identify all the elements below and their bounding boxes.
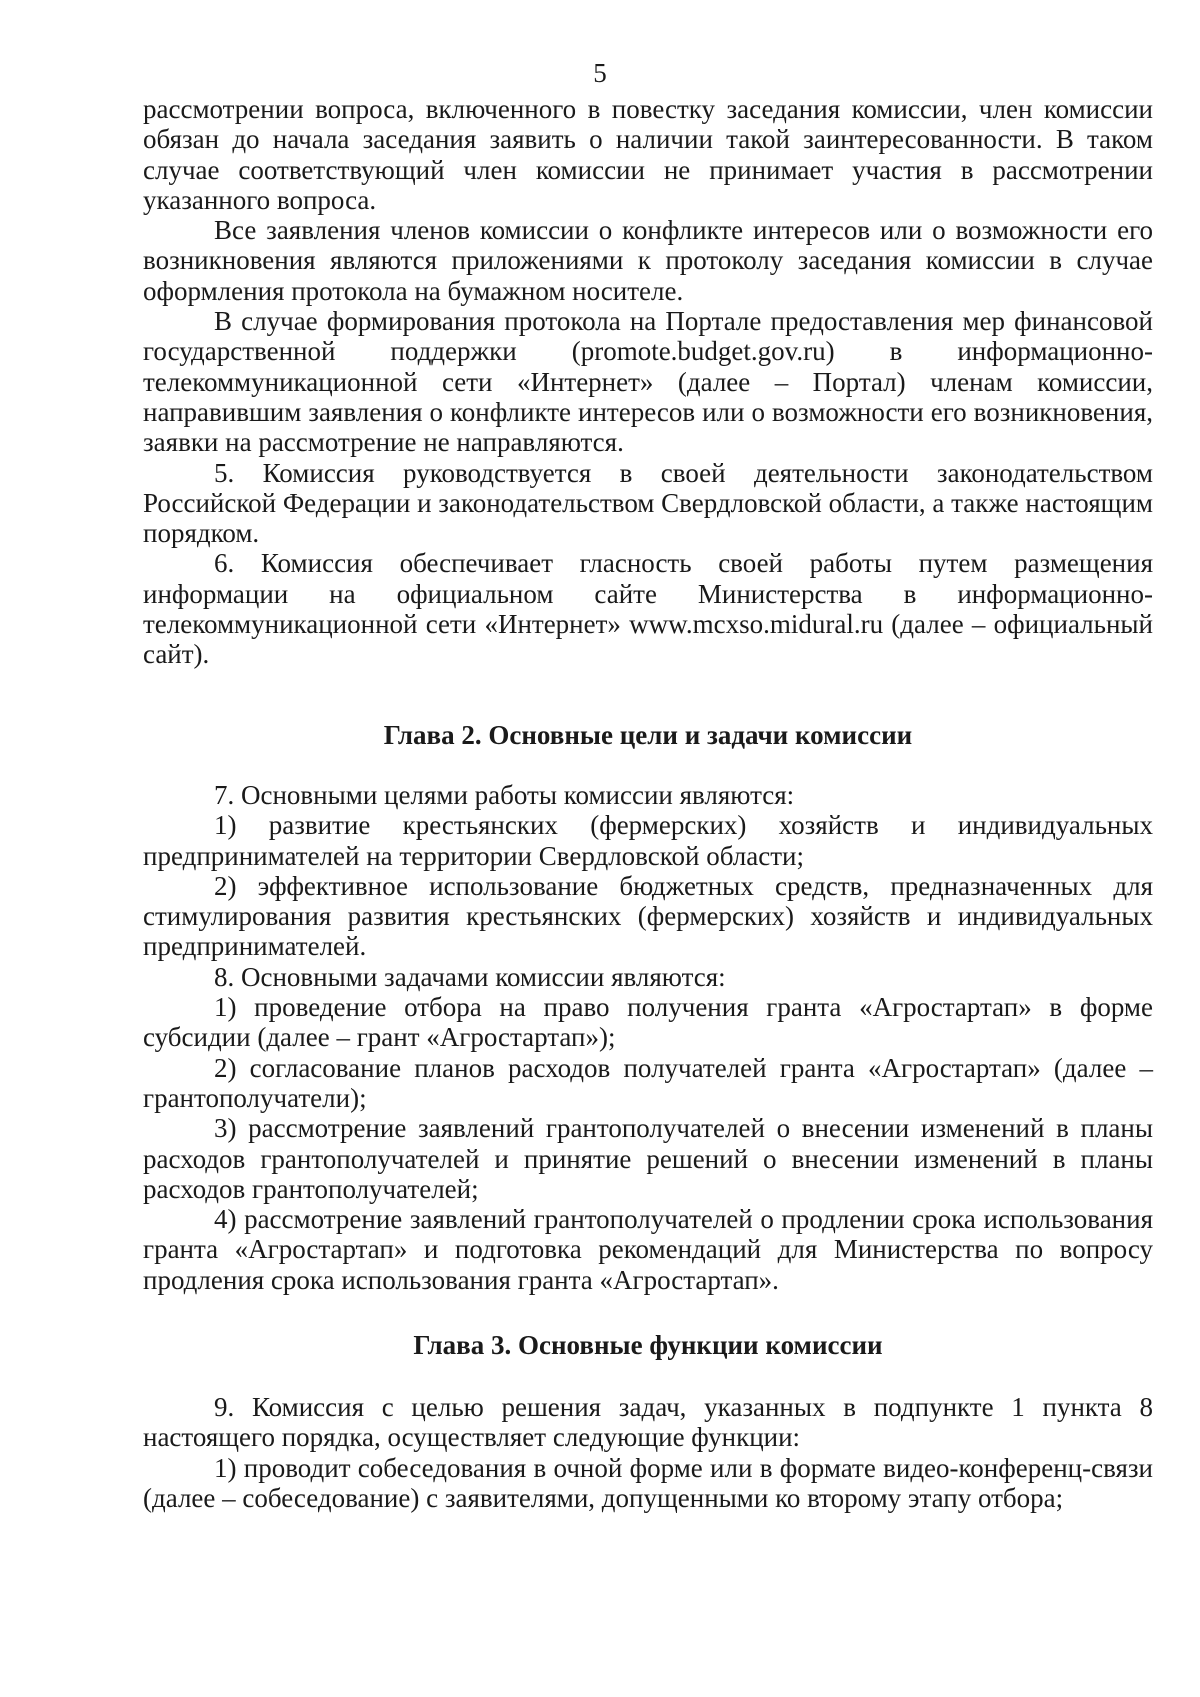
- paragraph: 8. Основными задачами комиссии являются:: [214, 961, 726, 992]
- paragraph: 5. Комиссия руководствуется в своей деятельности законодательством Российской Федерации и законодательством Свердловской области, а также настоящим порядком.: [143, 457, 1153, 549]
- list-item: 2) согласование планов расходов получателей гранта «Агростартап» (далее – грантополучатели);: [143, 1052, 1153, 1113]
- list-item: 1) проведение отбора на право получения гранта «Агростартап» в форме субсидии (далее – грант «Агростартап»);: [143, 992, 1153, 1053]
- paragraph: 6. Комиссия обеспечивает гласность своей работы путем размещения информации на официальном сайте Министерства в информационно-телекоммуникационной сети «Интернет» www.mcxso.midural.ru (далее – официальный сайт).: [143, 548, 1153, 670]
- list-item: 1) развитие крестьянских (фермерских) хозяйств и индивидуальных предпринимателей на территории Свердловской области;: [143, 810, 1153, 871]
- paragraph: Все заявления членов комиссии о конфликте интересов или о возможности его возникновения являются приложениями к протоколу заседания комиссии в случае оформления протокола на бумажном носителе.: [143, 215, 1153, 306]
- chapter-heading: Глава 3. Основные функции комиссии: [413, 1330, 883, 1360]
- chapter-3-body: [143, 1392, 1153, 1513]
- page-number: 5: [593, 58, 607, 88]
- paragraph: рассмотрении вопроса, включенного в повестку заседания комиссии, член комиссии обязан до начала заседания заявить о наличии такой заинтересованности. В таком случае соответствующий член комиссии не принимает участия в рассмотрении указанного вопроса.: [143, 94, 1153, 215]
- paragraph: В случае формирования протокола на Портале предоставления мер финансовой государственной поддержки (promote.budget.gov.ru) в информационно-телекоммуникационной сети «Интернет» (далее – Портал) членам комиссии, направившим заявления о конфликте интересов или о возможности его возникновения, заявки на рассмотрение не направляются.: [143, 306, 1153, 458]
- paragraph: 7. Основными целями работы комиссии являются:: [214, 780, 795, 810]
- section-continuation: [143, 94, 1153, 670]
- paragraph: 9. Комиссия с целью решения задач, указанных в подпункте 1 пункта 8 настоящего порядка, осуществляет следующие функции:: [143, 1392, 1153, 1453]
- chapter-2-body: [143, 780, 1153, 1295]
- chapter-heading: Глава 2. Основные цели и задачи комиссии: [383, 720, 913, 750]
- list-item: 1) проводит собеседования в очной форме или в формате видео-конференц-связи (далее – собеседование) с заявителями, допущенными ко второму этапу отбора;: [143, 1452, 1153, 1513]
- list-item: 2) эффективное использование бюджетных средств, предназначенных для стимулирования развития крестьянских (фермерских) хозяйств и индивидуальных предпринимателей.: [143, 870, 1153, 962]
- list-item: 4) рассмотрение заявлений грантополучателей о продлении срока использования гранта «Агростартап» и подготовка рекомендаций для Министерства по вопросу продления срока использования гранта «Агростартап».: [143, 1204, 1153, 1295]
- list-item: 3) рассмотрение заявлений грантополучателей о внесении изменений в планы расходов грантополучателей и принятие решений о внесении изменений в планы расходов грантополучателей;: [143, 1113, 1153, 1204]
